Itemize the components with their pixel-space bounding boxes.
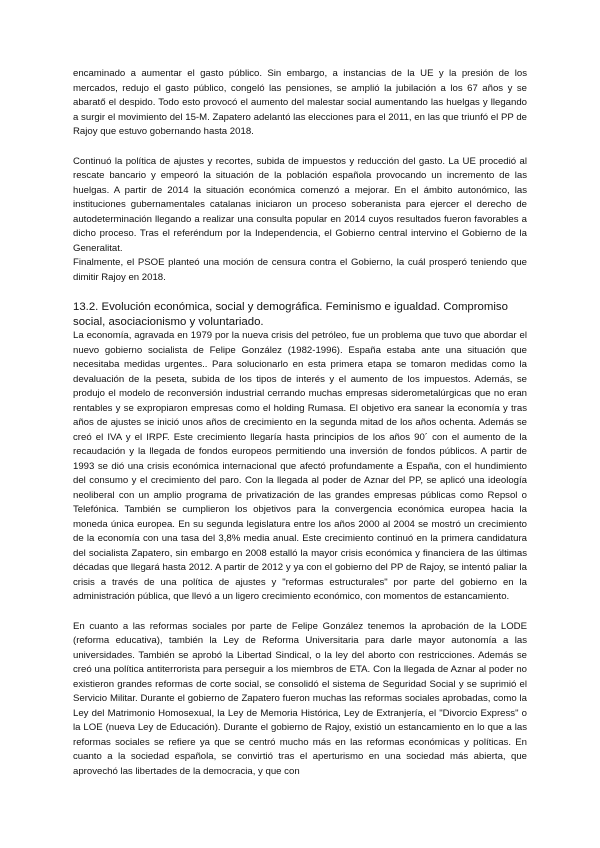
paragraph-crisis-zapatero: encaminado a aumentar el gasto público. Sin embargo, a instancias de la UE y la presión de los mercados, redujo el gasto público, congeló las pensiones, se amplió la jubilación a los 67 años y se abaratő el despido. Todo esto provocó el aumento del malestar social aumentando las huelgas y llegando a surgir el movimiento del 15-M. Zapatero adelantó las elecciones para el 2011, en las que triunfó el PP de Rajoy que estuvo gobernando hasta 2018. <box>73 68 527 137</box>
document-page <box>73 67 527 779</box>
paragraph-economic-evolution: La economía, agravada en 1979 por la nueva crisis del petróleo, fue un problema que tuvo que abordar el nuevo gobierno socialista de Felipe González (1982-1996). España estaba ante una situación que necesitaba medidas urgentes.. Para solucionarlo en esta primera etapa se tomaron medidas como la devaluación de la peseta, subida de los tipos de interés y el aumento de los impuestos. Además, se produjo el modelo de reconversión industrial cerrando muchas empresas siderometalúrgicas que no eran rentables y se expropiaron empresas como el holding Rumasa. El objetivo era sanear la economía y tras años de ajustes se inició unos años de crecimiento en la segunda mitad de los años ochenta. Además se creó el IVA y el IRPF. Este crecimiento llegaría hasta principios de los años 90´ con el aumento de la recaudación y la llegada de fondos europeos permitiendo una inversión de fondos públicos. A partir de 1993 se dió una crisis económica internacional que afectó profundamente a España, con el hundimiento del consumo y el crecimiento del paro. Con la llegada al poder de Aznar del PP, se aplicó una ideología neoliberal con un amplio programa de privatización de las grandes empresas públicas como Repsol o Telefónica. También se cumplieron los objetivos para la convergencia económica europea hacia la moneda única europea. En su segunda legislatura entre los años 2000 al 2004 se mostró un crecimiento de la economía con una tasa del 3,8% media anual. Este crecimiento continuó en la primera candidatura del socialista Zapatero, sin embargo en 2008 estalló la mayor crisis económica y financiera de las últimas décadas que llegará hasta 2012. A partir de 2012 y ya con el gobierno del PP de Rajoy, se intentó paliar la crisis a través de una política de ajustes y "reformas estructurales" por parte del gobierno en la administración pública, que llevó a un ligero crecimiento económico, con momentos de estancamiento. <box>73 330 527 602</box>
paragraph-censure-motion: Finalmente, el PSOE planteó una moción de censura contra el Gobierno, la cuál prosperó teniendo que dimitir Rajoy en 2018. <box>73 257 527 283</box>
paragraph-gap <box>73 605 527 620</box>
paragraph-rajoy-government: Continuó la política de ajustes y recortes, subida de impuestos y reducción del gasto. La UE procedió al rescate bancario y empeoró la situación de la población española provocando un incremento de las huelgas. A partir de 2014 la situación económica comenzó a mejorar. En el ámbito autonómico, las instituciones gubernamentales catalanas iniciaron un proceso soberanista para ejercer el derecho de autodeterminación llegando a realizar una consulta popular en 2014 cuyos resultados fueron favorables a dicho proceso. Tras el referéndum por la Independencia, el Gobierno central intervino el Gobierno de la Generalitat. <box>73 155 527 254</box>
paragraph-gap <box>73 285 527 300</box>
section-heading: 13.2. Evolución económica, social y demográfica. Feminismo e igualdad. Compromiso social, asociacionismo y voluntariado. <box>73 301 508 328</box>
paragraph-social-reforms: En cuanto a las reformas sociales por parte de Felipe González tenemos la aprobación de la LODE (reforma educativa), también la Ley de Reforma Universitaria para darle mayor autonomía a las universidades. También se aprobó la Libertad Sindical, o la ley del aborto con restricciones. Además se creó una política antiterrorista para perseguir a los miembros de ETA. Con la llegada de Aznar al poder no existieron grandes reformas de corte social, se consolidó el sistema de Seguridad Social y se suprimió el Servicio Militar. Durante el gobierno de Zapatero fueron muchas las reformas sociales aprobadas, como la Ley del Matrimonio Homosexual, la Ley de Memoria Histórica, Ley de Extranjería, el "Divorcio Express" o la LOE (nueva Ley de Educación). Durante el gobierno de Rajoy, existió un estancamiento en lo que a las reformas sociales se refiere ya que se centró mucho más en las reformas económicas y políticas. En cuanto a la sociedad española, se convirtió tras el aperturismo en una sociedad más abierta, que aprovechó las libertades de la democracia, y que con <box>73 620 527 777</box>
paragraph-gap <box>73 140 527 155</box>
